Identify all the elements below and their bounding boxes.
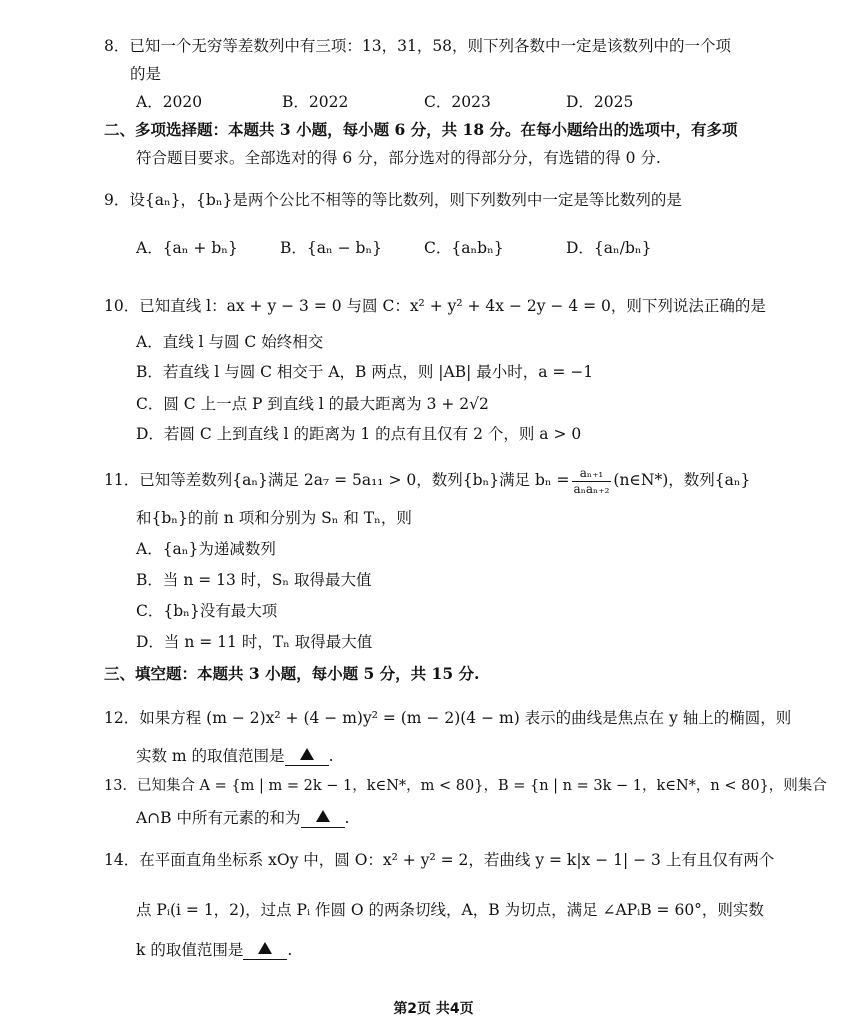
q11-option-b: B．当 n = 13 时，Sₙ 取得最大值 [136,571,372,589]
q9-option-a: A．{aₙ + bₙ} [136,239,238,257]
q13-text-b: A∩B 中所有元素的和为 [136,809,301,827]
q11-option-c: C．{bₙ}没有最大项 [136,602,278,620]
page-footer: 第2页 共4页 [393,1001,474,1017]
triangle-icon [300,748,314,760]
q10-option-a: A．直线 l 与圆 C 始终相交 [136,333,324,351]
q12-stem-line1 [104,706,791,730]
q13-answer-blank[interactable] [301,809,345,828]
q13-stem-line1 [104,774,827,798]
q11-frac-num: aₙ₊₁ [572,466,612,482]
q10-text: 已知直线 l：ax + y − 3 = 0 与圆 C：x² + y² + 4x − 2y − 4 = 0，则下列说法正确的是 [139,297,766,315]
q11-frac-den: aₙaₙ₊₂ [573,481,610,496]
q10-option-c: C．圆 C 上一点 P 到直线 l 的最大距离为 3 + 2√2 [136,395,489,413]
q9-option-d: D．{aₙ/bₙ} [566,239,652,257]
q12-text-b: 实数 m 的取值范围是 [136,747,285,765]
q14-text-c: k 的取值范围是 [136,941,244,959]
q10-number: 10． [104,297,140,315]
q12-text-a: 如果方程 (m − 2)x² + (4 − m)y² = (m − 2)(4 − m) 表示的曲线是焦点在 y 轴上的椭圆，则 [139,709,792,727]
q12-number: 12． [104,709,140,727]
q12-answer-blank[interactable] [285,747,329,766]
q9-option-b: B．{aₙ − bₙ} [280,239,383,257]
q11-text-a2: (n∈N*)，数列{aₙ} [613,471,751,489]
q14-stem-line2: 点 Pᵢ(i = 1，2)，过点 Pᵢ 作圆 O 的两条切线，A，B 为切点，满足 ∠APᵢB = 60°，则实数 [136,901,764,919]
triangle-icon [258,942,272,954]
q8-line2: 的是 [130,65,162,83]
q13-number: 13． [104,778,137,794]
q11-stem-line2: 和{bₙ}的前 n 项和分别为 Sₙ 和 Tₙ，则 [136,509,412,527]
q11-fraction [572,466,612,497]
q9-text: 设{aₙ}，{bₙ}是两个公比不相等的等比数列，则下列数列中一定是等比数列的是 [129,191,682,209]
section2-heading: 二、多项选择题：本题共 3 小题，每小题 6 分，共 18 分。在每小题给出的选项中，有多项 [104,120,738,139]
q10-option-b: B．若直线 l 与圆 C 相交于 A，B 两点，则 |AB| 最小时，a = −1 [136,363,594,381]
q12-period: . [328,747,334,765]
q9-stem [104,188,682,212]
q9-option-c: C．{aₙbₙ} [424,239,504,257]
q8-number: 8． [104,37,130,55]
q8-line1 [104,34,731,58]
q14-text-a: 在平面直角坐标系 xOy 中，圆 O：x² + y² = 2，若曲线 y = k|x − 1| − 3 上有且仅有两个 [139,851,775,869]
q8-option-c: C．2023 [424,93,491,111]
q11-stem-line1 [104,462,750,498]
q13-stem-line2 [136,806,349,830]
section2-instructions: 符合题目要求。全部选对的得 6 分，部分选对的得部分分，有选错的得 0 分. [136,149,661,167]
q10-stem [104,294,766,318]
q14-period: . [287,941,293,959]
q8-option-b: B．2022 [282,93,349,111]
q8-option-a: A．2020 [136,93,203,111]
q10-option-d: D．若圆 C 上到直线 l 的距离为 1 的点有且仅有 2 个，则 a > 0 [136,425,582,443]
q11-option-a: A．{aₙ}为递减数列 [136,540,276,558]
q11-option-d: D．当 n = 11 时，Tₙ 取得最大值 [136,633,373,651]
q8-text-a: 已知一个无穷等差数列中有三项：13，31，58，则下列各数中一定是该数列中的一个项 [129,37,732,55]
q13-text-a: 已知集合 A = {m | m = 2k − 1，k∈N*，m < 80}，B = {n | n = 3k − 1，k∈N*，n < 80}，则集合 [136,778,827,794]
q14-answer-blank[interactable] [243,941,287,960]
q8-option-d: D．2025 [566,93,634,111]
q13-period: . [344,809,350,827]
q12-stem-line2 [136,744,334,768]
triangle-icon [316,810,330,822]
q11-number: 11． [104,471,140,489]
q14-stem-line1 [104,848,774,872]
q14-stem-line3 [136,938,292,962]
q14-number: 14． [104,851,140,869]
q11-text-a: 已知等差数列{aₙ}满足 2a₇ = 5a₁₁ > 0，数列{bₙ}满足 bₙ = [139,471,570,489]
q9-number: 9． [104,191,130,209]
section3-heading: 三、填空题：本题共 3 小题，每小题 5 分，共 15 分. [104,664,480,683]
